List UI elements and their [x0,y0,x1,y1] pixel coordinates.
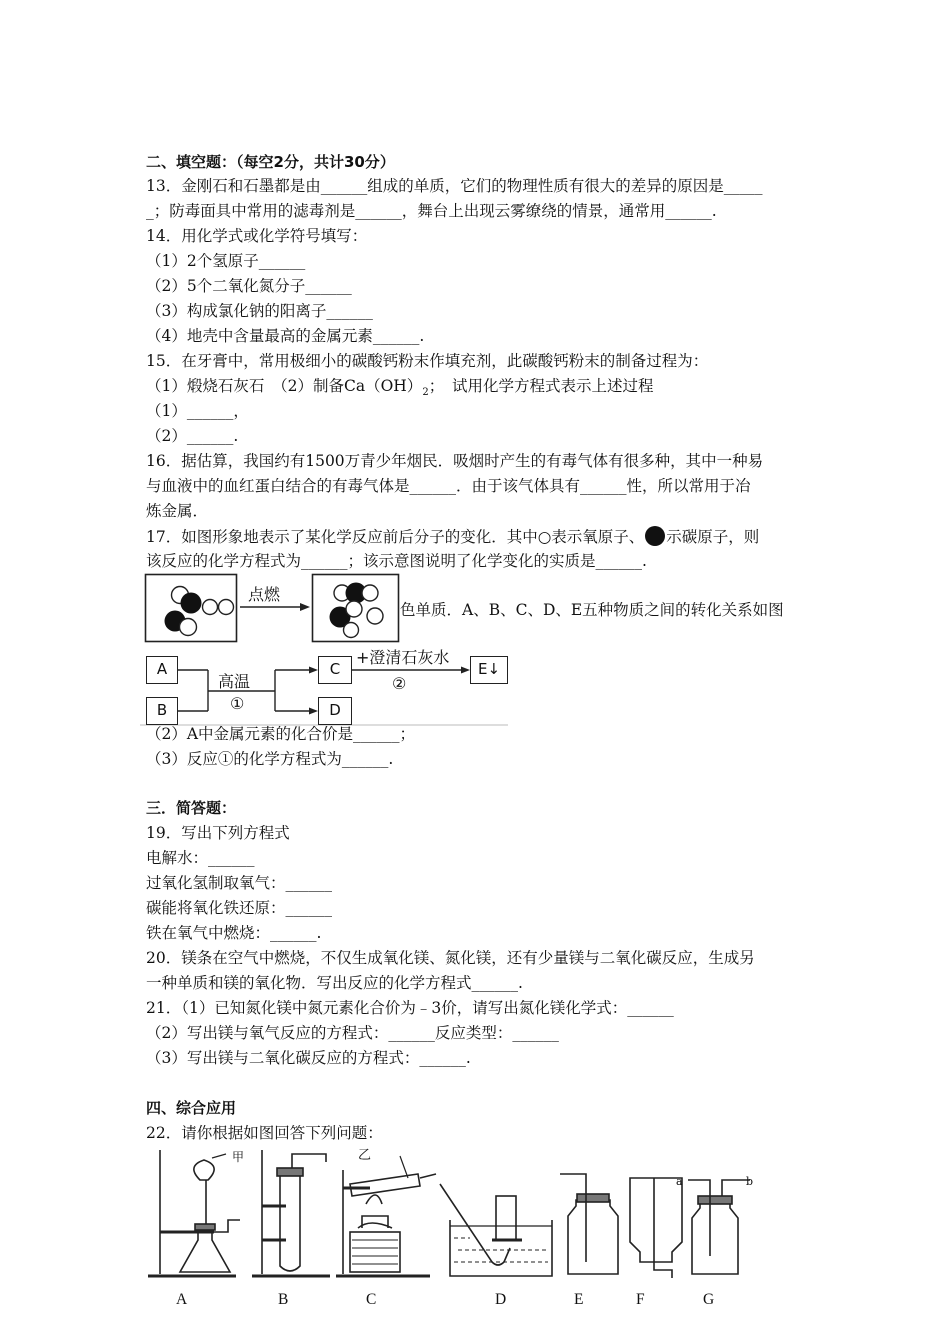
node-e-label [471,660,507,678]
q15-steps-a: （1）煅烧石灰石 （2）制备Ca（OH） [146,377,423,395]
apparatus-label-a: A [176,1291,188,1308]
node-c-label: C [329,660,341,678]
q17-line2: 该反应的化学方程式为______；该示意图说明了化学变化的实质是______. [146,552,647,570]
mark-jia: 甲 [232,1150,245,1164]
mark-a: a [676,1175,683,1188]
q17-line1 [146,526,759,547]
q19-d: 铁在氧气中燃烧：______. [146,924,322,942]
apparatus-label-g: G [703,1291,715,1308]
node-b-label: B [156,701,168,719]
apparatus-label-e: E [574,1291,584,1308]
apparatus-label-c: C [366,1291,377,1308]
q14-stem: 14．用化学式或化学符号填写： [146,227,368,245]
section-3-title: 三．简答题： [146,799,237,817]
q13-line2: _；防毒面具中常用的滤毒剂是______，舞台上出现云雾缭绕的情景，通常用______. [146,202,717,220]
cond2-label: +澄清石灰水 [356,648,450,667]
q15-stem: 15．在牙膏中，常用极细小的碳酸钙粉末作填充剂，此碳酸钙粉末的制备过程为： [146,352,709,370]
q14-item4: （4）地壳中含量最高的金属元素______. [146,327,425,345]
node-c [318,656,352,684]
apparatus-c [336,1156,436,1276]
q17-line1-b: 示碳原子，则 [666,528,760,546]
q15-item2: （2）______. [146,427,239,445]
apparatus-f [630,1178,682,1278]
q21-item1: 21．（1）已知氮化镁中氮元素化合价为﹣3价，请写出氮化镁化学式：______ [146,999,674,1017]
node-a [146,656,178,684]
apparatus-a [148,1150,240,1276]
mark-yi: 乙 [358,1148,372,1163]
precipitate-arrow-icon: ↓ [487,660,501,678]
apparatus-g [688,1180,750,1274]
node-a-label: A [156,660,168,678]
q16-line1: 16．据估算，我国约有1500万青少年烟民．吸烟时产生的有毒气体有很多种，其中一种易 [146,452,764,470]
cond1-label: 高温 [218,672,251,691]
apparatus-label-f: F [636,1291,645,1308]
q15-item1: （1）______， [146,402,249,420]
q19-c: 碳能将氧化铁还原：______ [146,899,333,917]
q19-a: 电解水：______ [146,849,255,867]
q18-partial-text: 色单质．A、B、C、D、E五种物质之间的转化关系如图 [400,601,784,619]
node-d [318,697,352,725]
q16-line3: 炼金属． [146,502,209,520]
node-b [146,697,178,725]
node-e [470,656,508,684]
q18-item2: （2）A中金属元素的化合价是______； [146,725,416,743]
q17-arrow-label: 点燃 [248,585,281,604]
q18-item3: （3）反应①的化学方程式为______. [146,750,394,768]
node-d-label: D [329,701,341,719]
q17-molecule-figure [144,573,400,645]
q19-b: 过氧化氢制取氧气：______ [146,874,333,892]
section-2-title: 二、填空题：（每空2分，共计30分） [146,153,395,171]
node-e-text: E [477,660,488,678]
apparatus-label-d: D [495,1291,507,1308]
q15-steps-b: ； 试用化学方程式表示上述过程 [428,377,654,395]
q16-line2: 与血液中的血红蛋白结合的有毒气体是______．由于该气体具有______性，所以常用于冶 [146,477,751,495]
q15-steps-sub: 2 [422,387,429,399]
q21-item2: （2）写出镁与氧气反应的方程式：______反应类型：______ [146,1024,559,1042]
cond2-num: ② [392,674,407,693]
q14-item2: （2）5个二氧化氮分子______ [146,277,352,295]
cond1-num: ① [230,694,245,713]
q21-item3: （3）写出镁与二氧化碳反应的方程式：______. [146,1049,471,1067]
apparatus-e [560,1174,618,1274]
q17-line1-a: 17．如图形象地表示了某化学反应前后分子的变化．其中○表示氧原子、 [146,528,645,546]
q20-line1: 20．镁条在空气中燃烧，不仅生成氧化镁、氮化镁，还有少量镁与二氧化碳反应，生成另 [146,949,755,967]
q14-item1: （1）2个氢原子______ [146,252,306,270]
q13-line1: 13．金刚石和石墨都是由______组成的单质，它们的物理性质有很大的差异的原因是_____ [146,177,763,195]
q20-line2: 一种单质和镁的氧化物．写出反应的化学方程式______. [146,974,523,992]
q15-steps [146,376,653,403]
section-4-title: 四、综合应用 [146,1099,237,1117]
mark-b: b [746,1175,754,1188]
q19-stem: 19．写出下列方程式 [146,824,290,842]
carbon-atom-icon [645,526,665,546]
apparatus-d [440,1184,552,1276]
q14-item3: （3）构成氯化钠的阳离子______ [146,302,373,320]
apparatus-label-b: B [278,1291,289,1308]
q22-stem: 22．请你根据如图回答下列问题： [146,1124,383,1142]
apparatus-b [252,1150,330,1276]
